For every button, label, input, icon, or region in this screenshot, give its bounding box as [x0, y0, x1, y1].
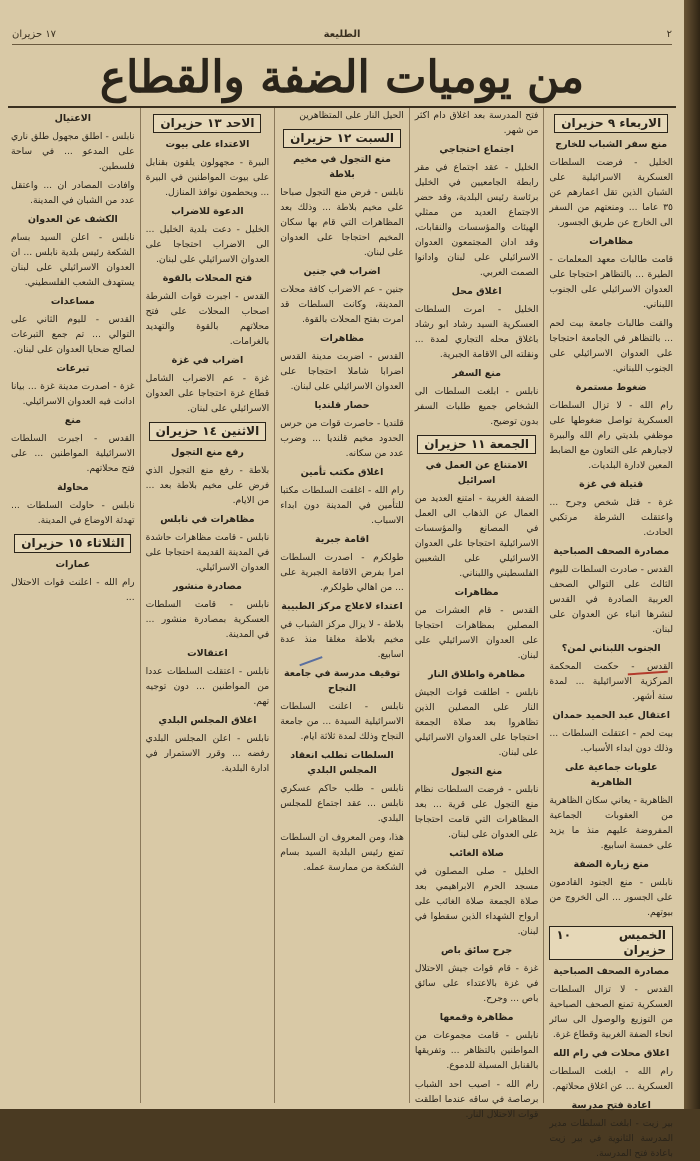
article-headline: اغلاق محلات في رام الله [553, 1048, 670, 1059]
article-paragraph: بير زيت - ابلغت السلطات مدير المدرسة الثانوية في بير زيت باعادة فتح المدرسة. [549, 1118, 673, 1159]
article-paragraph: نابلس - اطلقت قوات الجيش النار على المصلين الذين تظاهروا بعد صلاة الجمعة احتجاجا على العدوان الاسرائيلي على لبنان. [414, 687, 539, 758]
day-header [549, 926, 673, 960]
column-1 [543, 108, 678, 1159]
article-headline: الامتناع عن العمل في اسرائيل [425, 460, 528, 486]
article-paragraph: الضفة الغربية - امتنع العديد من العمال عن الذهاب الى العمل في المصانع والمؤسسات الاسرائيلية احتجاجا على العدوان الاسرائيلي على الشعبين الفلسطيني واللبناني. [414, 493, 539, 579]
article-headline: اعادة فتح مدرسة [571, 1100, 651, 1111]
article-headline: حصار قلنديا [314, 400, 370, 411]
article-headline: اضراب في جنين [303, 266, 381, 277]
day-header-label: الخميس ١٠ حزيران [549, 926, 673, 960]
article-paragraph: وافادت المصادر ان ... واعتقل عدد من الشبان في المدينة. [11, 180, 135, 206]
article-headline: منع سفر الشباب للخارج [555, 139, 668, 150]
page-number: ٢ [666, 28, 672, 40]
article-paragraph: بيت لحم - اعتقلت السلطات ... وذلك دون ابداء الأسباب. [549, 728, 673, 754]
article-headline: الاعتيال [54, 113, 92, 124]
article-paragraph: الظاهرية - يعاني سكان الظاهرية من العقوبات الجماعية المفروضة عليهم منذ ما يزيد على خمسة اسابيع. [549, 795, 673, 851]
article-paragraph: نابلس - فرض منع التجول صباحا على مخيم بلاطة ... وذلك بعد المظاهرات التي قام بها سكان المخيم احتجاجا على العدوان على لبنان. [280, 187, 404, 258]
article-paragraph: نابلس - اعلن السيد بسام الشكعة رئيس بلدية نابلس ... ان العدوان الاسرائيلي على لبنان يستهدف الشعب الفلسطيني. [11, 232, 135, 288]
article-headline: مصادرة الصحف الصباحية [553, 966, 670, 977]
article-paragraph: نابلس - ابلغت السلطات الى الشخاص جميع طلبات السفر بدون توضيح. [414, 386, 539, 427]
column-3 [274, 108, 409, 1103]
column-5 [6, 108, 140, 1103]
article-paragraph: الخليل - فرضت السلطات العسكرية الاسرائيلية على الشبان الذين تقل اعمارهم عن ٣٥ عاما ... ومنعتهم من السفر الى الخارج عن طريق الجسور. [549, 157, 673, 228]
article-paragraph: نابلس - قامت مظاهرات حاشدة في المدينة القديمة احتجاجا على العدوان الاسرائيلي. [145, 532, 270, 573]
article-paragraph: الحيل النار على المتظاهرين [299, 110, 404, 121]
day-header [280, 129, 404, 148]
masthead [8, 48, 676, 108]
article-paragraph: الخليل - دعت بلدية الخليل ... الى الاضراب احتجاجا على العدوان الاسرائيلي على لبنان. [145, 224, 270, 265]
article-paragraph: غزة - قتل شخص وجرح ... واعتقلت الشرطة مرتكبي الحادث. [549, 497, 673, 538]
article-headline: الاعتداء على بيوت [165, 139, 250, 150]
article-paragraph: غزة - اصدرت مدينة غزة ... بيانا ادانت فيه العدوان الاسرائيلي. [11, 381, 135, 407]
day-header [146, 422, 270, 441]
column-4 [140, 108, 275, 1103]
article-headline: اعتقالات [187, 648, 228, 659]
day-header-label: السبت ١٢ حزيران [283, 129, 401, 148]
article-paragraph: القدس - اضربت مدينة القدس اضرابا شاملا احتجاجا على العدوان الاسرائيلي على لبنان. [280, 351, 404, 392]
article-headline: مساعدات [50, 296, 95, 307]
article-headline: فتح المحلات بالقوة [162, 273, 253, 284]
article-headline: اقامة جبرية [315, 534, 369, 545]
article-headline: السلطات تطلب انعقاد المجلس البلدي [290, 750, 394, 776]
article-paragraph: غزة - عم الاضراب الشامل قطاع غزة احتجاجا على العدوان الاسرائيلي على لبنان. [145, 373, 270, 414]
article-headline: الجنوب اللبناني لمن؟ [561, 643, 661, 654]
article-headline: مصادرة الصحف الصباحية [553, 546, 670, 557]
article-headline: الدعوة للاضراب [171, 206, 244, 217]
article-paragraph: القدس - اجبرت قوات الشرطة اصحاب المحلات على فتح محلاتهم بالقوة والتهديد بالغرامات. [145, 291, 270, 347]
article-paragraph: نابلس - منع الجنود القادمون على الجسور ... الى الخروج من بيوتهم. [549, 877, 673, 918]
article-headline: مظاهرات [454, 587, 499, 598]
article-headline: عمارات [55, 559, 91, 570]
article-headline: ضغوط مستمرة [575, 382, 647, 393]
article-paragraph: نابلس - اعتقلت السلطات عددا من المواطنين ... دون توجيه تهم. [145, 666, 270, 707]
article-paragraph: نابلس - فرضت السلطات نظام منع التجول على قرية ... بعد المظاهرات التي قامت احتجاجا على العدوان على لبنان. [414, 784, 539, 840]
article-paragraph: والقت طالبات جامعة بيت لحم ... بالتظاهر في الجامعة احتجاجا على العدوان الاسرائيلي على الجنوب اللبناني. [549, 318, 673, 374]
article-paragraph: فتح المدرسة بعد اغلاق دام اكثر من شهر. [414, 110, 539, 136]
article-headline: صلاة الغائب [449, 848, 504, 859]
article-paragraph: قامت طالبات معهد المعلمات - الطيرة ... بالتظاهر احتجاجا على العدوان الاسرائيلي على الجنوب اللبناني. [549, 254, 673, 310]
article-paragraph: جنين - عم الاضراب كافة محلات المدينة، وكانت السلطات قد امرت بفتح المحلات بالقوة. [280, 284, 404, 325]
article-headline: تبرعات [56, 363, 90, 374]
article-paragraph: هذا، ومن المعروف ان السلطات تمنع رئيس البلدية السيد بسام الشكعة من ممارسة عمله. [280, 832, 404, 873]
article-headline: محاولة [57, 482, 89, 493]
article-paragraph: رام الله - ابلغت السلطات العسكرية ... عن اغلاق محلاتهم. [549, 1066, 673, 1092]
article-headline: مظاهرات [320, 333, 365, 344]
article-paragraph: نابلس - حاولت السلطات ... تهدئة الاوضاع في المدينة. [11, 500, 135, 526]
article-headline: منع [64, 415, 81, 426]
day-header [11, 534, 135, 553]
article-headline: مظاهرات في نابلس [160, 514, 255, 525]
day-header [415, 435, 539, 454]
article-paragraph: الخليل - صلى المصلون في مسجد الحرم الابراهيمي بعد صلاة الجمعة صلاة الغائب على ارواح الشهداء الذين سقطوا في لبنان. [414, 866, 539, 937]
article-headline: اعتداء لاعلاج مركز الطبيبة [281, 601, 403, 612]
article-headline: اجتماع احتجاجي [439, 144, 514, 155]
article-paragraph: نابلس - اعلنت السلطات الاسرائيلية السيدة ... من جامعة النجاح وذلك لمدة ثلاثة ايام. [280, 701, 404, 742]
article-headline: مظاهرة وقمعها [439, 1012, 514, 1023]
article-columns [6, 108, 678, 1159]
article-paragraph: القدس - صادرت السلطات لليوم الثالث على التوالي الصحف العربية الصادرة في القدس لنشرها انباء عن العدوان على لبنان. [549, 564, 673, 635]
article-headline: مظاهرات [589, 236, 634, 247]
article-headline: اغلاق المجلس البلدي [158, 715, 257, 726]
article-paragraph: رام الله - اعلنت قوات الاحتلال ... [11, 577, 135, 603]
article-headline: منع السفر [452, 368, 501, 379]
article-paragraph: بلاطة - رفع منع التجول الذي فرض على مخيم بلاطة بعد ... من الايام. [145, 465, 270, 506]
article-headline: مظاهرة واطلاق النار [428, 669, 526, 680]
article-paragraph: الخليل - عقد اجتماع في مقر رابطة الجامعيين في الخليل برئاسة رئيس البلدية، وقد حضر الاجتماع العديد من ممثلي الهيئات والمؤسسات والنقابات، وقد ادان المجتمعون العدوان الاسرائيلي على لبنان وادانوا الصمت العربي. [414, 162, 539, 278]
article-paragraph: رام الله - اصيب احد الشباب برصاصة في ساقه عندما اطلقت قوات الاحتلال النار. [414, 1079, 539, 1120]
article-paragraph: رام الله - لا تزال السلطات العسكرية تواصل ضغوطها على موظفي بلديتي رام الله والبيرة لاجبارهم على التعاون مع الضابط المعين لادارة البلديات. [549, 400, 673, 471]
article-paragraph: نابلس - قامت السلطات العسكرية بمصادرة منشور ... في المدينة. [145, 599, 270, 640]
article-paragraph: غزة - قام قوات جيش الاحتلال في غزة بالاعتداء على سائق باص ... وجرح. [414, 963, 539, 1004]
article-paragraph: القدس - لا تزال السلطات العسكرية تمنع الصحف الصباحية من التوزيع والوصول الى سائر انحاء الضفة الغربية وقطاع غزة. [549, 984, 673, 1040]
day-header-label: الجمعة ١١ حزيران [417, 435, 536, 454]
article-headline: الكشف عن العدوان [27, 214, 118, 225]
article-headline: اغلاق محل [451, 286, 502, 297]
article-paragraph: الخليل - امرت السلطات العسكرية السيد رشاد ابو رشاد باغلاق محله التجاري لمدة ... ونقلته الى الاقامة الجبرية. [414, 304, 539, 360]
article-paragraph: البيرة - مجهولون يلقون بقنابل على بيوت المواطنين في البيرة ... ويحطمون نوافذ المنازل. [145, 157, 270, 198]
article-paragraph: القدس - قام العشرات من المصلين بمظاهرات احتجاجا على العدوان الاسرائيلي على لبنان. [414, 605, 539, 661]
article-headline: مصادرة منشور [172, 581, 242, 592]
article-paragraph: نابلس - طلب حاكم عسكري نابلس ... عقد اجتماع للمجلس البلدي. [280, 783, 404, 824]
article-headline: اضراب في غزة [171, 355, 244, 366]
article-headline: توقيف مدرسة في جامعة النجاح [283, 668, 401, 694]
article-headline: منع التجول في مخيم بلاطة [293, 154, 391, 180]
article-paragraph: طولكرم - اصدرت السلطات امرا بفرض الاقامة الجبرية على ... من اهالي طولكرم. [280, 552, 404, 593]
article-headline: منع التجول [450, 766, 503, 777]
article-headline: منع زيارة الضفة [573, 859, 649, 870]
day-header-label: الثلاثاء ١٥ حزيران [14, 534, 131, 553]
running-head [12, 24, 672, 45]
article-headline: جرح سائق باص [441, 945, 513, 956]
binding-edge [684, 0, 700, 1109]
article-paragraph: بلاطة - لا يزال مركز الشباب في مخيم بلاطة مغلقا منذ عدة اسابيع. [280, 619, 404, 660]
article-headline: قتيلة في غزة [579, 479, 644, 490]
article-headline: اعتقال عبد الحميد حمدان [552, 710, 670, 721]
section-name: الطليعة [323, 28, 361, 40]
article-paragraph: نابلس - اعلن المجلس البلدي رفضه ... وقرر الاستمرار في ادارة البلدية. [145, 733, 270, 774]
article-paragraph: رام الله - اغلقت السلطات مكتبا للتأمين في المدينة دون ابداء الاسباب. [280, 485, 404, 526]
article-paragraph: القدس - اجبرت السلطات الاسرائيلية المواطنين ... على فتح محلاتهم. [11, 433, 135, 474]
article-headline: رفع منع التجول [171, 447, 244, 458]
article-paragraph: القدس - حكمت المحكمة المركزية الاسرائيلية ... لمدة ستة أشهر. [549, 661, 673, 702]
day-header-label: الاربعاء ٩ حزيران [554, 114, 668, 133]
issue-date: ١٧ حزيران [12, 28, 57, 40]
article-paragraph: نابلس - اطلق مجهول طلق ناري على المدعو ... في ساحة فلسطين. [11, 131, 135, 172]
masthead-title: من يوميات الضفة والقطاع [99, 51, 585, 103]
day-header-label: الاثنين ١٤ حزيران [149, 422, 267, 441]
column-2 [409, 108, 544, 1120]
article-paragraph: القدس - لليوم الثاني على التوالي ... تم جمع التبرعات لصالح ضحايا العدوان على لبنان. [11, 314, 135, 355]
article-paragraph: نابلس - قامت مجموعات من المواطنين بالتظاهر ... وتفريقها بالقنابل المسيلة للدموع. [414, 1030, 539, 1071]
article-headline: علويات جماعية على الظاهرية [564, 762, 658, 788]
article-paragraph: قلنديا - حاصرت قوات من حرس الحدود مخيم قلنديا ... وضرب عدد من سكانه. [280, 418, 404, 459]
day-header-label: الاحد ١٣ حزيران [153, 114, 261, 133]
article-headline: اغلاق مكتب تأمين [300, 467, 384, 478]
day-header [549, 114, 673, 133]
day-header [146, 114, 270, 133]
